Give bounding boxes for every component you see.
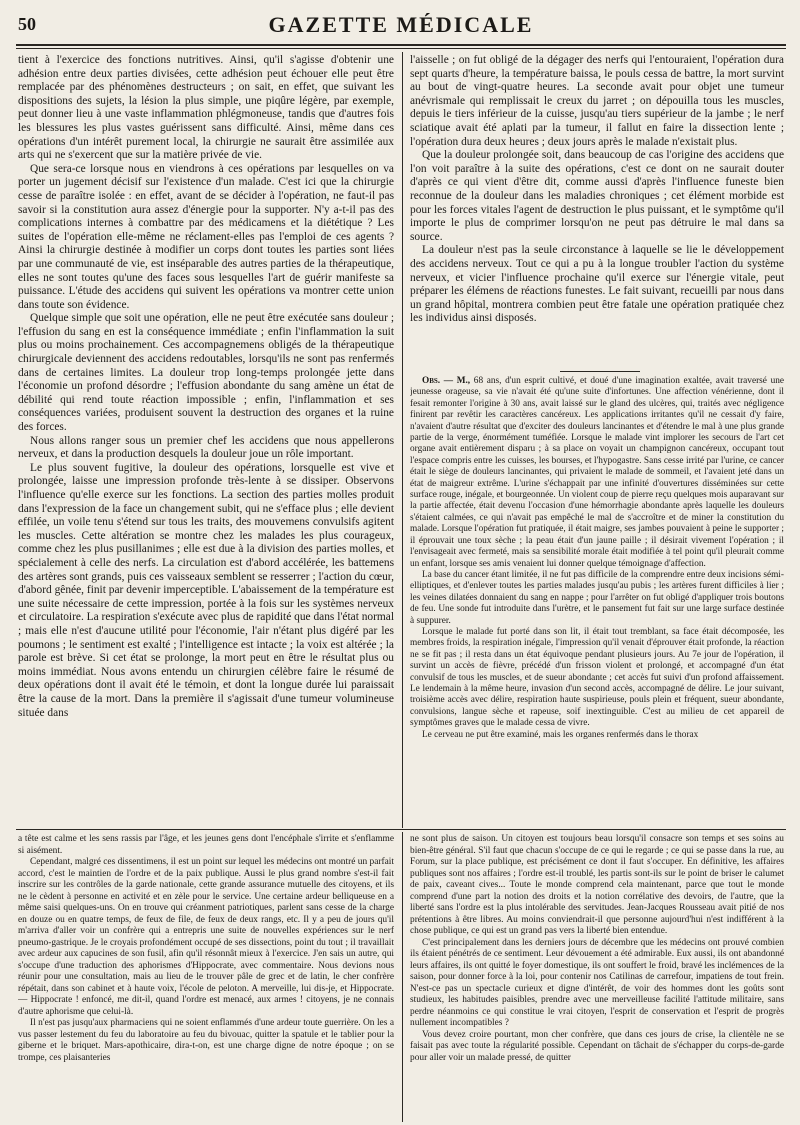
feuilleton-divider — [402, 832, 403, 1122]
observation-label: Obs. — M., — [422, 376, 471, 386]
paragraph: Que sera-ce lorsque nous en viendrons à ces opérations par lesquelles on va porter un jugement décisif sur l'existence d'un malade. C'est ici que la chirurgie cesse de paraître isolée : en effet, avant de se décider à l'opération, ne faut-il pas savoir si la constitution aura assez d'énergie pour la supporter. N'y a-t-il pas des complications internes à combattre par des médicamens et la diététique ? Les suites de l'opération elle-même ne réclament-elles pas l'emploi de ces agents ? Ainsi la chirurgie destinée à modifier un corps dont toutes les parties sont liées par une communauté de vie, est inséparable des autres parties de la thérapeutique, elles ne sont toutes qu'une des faces sous lesquelles l'art de guérir manifeste sa puissance. L'étude des accidens qui suivent les opérations va montrer cette union dans toute son évidence. — [18, 162, 394, 311]
paragraph: Nous allons ranger sous un premier chef les accidens que nous appellerons nerveux, et dans la production desquels la douleur joue un rôle important. — [18, 434, 394, 461]
header-rule — [16, 44, 786, 46]
section-separator — [560, 371, 640, 372]
column-divider — [402, 52, 403, 828]
observation-paragraph — [410, 376, 784, 570]
paragraph: Cependant, malgré ces dissentimens, il est un point sur lequel les médecins ont montré un parfait accord, c'est le maintien de l'ordre et de la paix publique. Aussi le plus grand nombre s'est-il fait inscrire sur les contrôles de la garde nationale, cette grande assurance mutuelle des citoyens, et ils ne le cèdent à personne en activité et en zèle pour le service. Une certaine ardeur belliqueuse en a même saisi quelques-uns. On en trouve qui créanment patriotiques, parlent sans cesse de la charge en douze ou en quatre temps, de feux de file, de feux de deux rangs, etc. Il y a peu de jours qu'il m'arriva d'aller voir un confrère qui a entrepris une suite de nouvelles expériences sur le nerf pneumo-gastrique. Je le croyais profondément occupé de ses dissections, point du tout ; il travaillait avec ardeur aux capucines de son fusil, afin qu'il résonnât mieux à l'exercice. J'en sais un autre, qui s'occupe d'une traduction des aphorismes d'Hippocrate, avec commentaire. Nous devions nous réunir pour une consultation, mais au lieu de le trouver pâle de grec et de latin, le cher confrère répétait, dans son cabinet et à haute voix, l'école de peloton. A merveille, lui dis-je, et Hippocrate. — Hippocrate ! enfoncé, me dit-il, quand l'ordre est menacé, aux armes ! citoyens, je ne connais d'autre aphorisme que celui-là. — [18, 857, 394, 1017]
page-number: 50 — [18, 14, 36, 34]
paragraph: Le cerveau ne put être examiné, mais les organes renfermés dans le thorax — [422, 729, 699, 740]
paragraph: Vous devez croire pourtant, mon cher confrère, que dans ces jours de crise, la clientèle ne se faisait pas avec toute la régularité possible. Cependant on tâchait de s'échapper du corps-de-garde pour aller voir un malade pressé, de quitter — [410, 1029, 784, 1063]
paragraph: Quelque simple que soit une opération, elle ne peut être exécutée sans douleur ; l'effusion du sang en est la conséquence immédiate ; enfin l'inflammation la suit plus ou moins prochainement. Ces accompagnemens obligés de la thérapeutique chirurgicale deviennent des accidens redoutables, lorsqu'ils ne sont pas renfermés dans de certaines limites. La douleur trop long-temps prolongée jette dans l'économie un profond désordre ; l'effusion abondante du sang amène un état de débilité qui rend toute réaction impossible ; enfin, l'inflammation et ses conséquences variées, produisent souvent la destruction des organes et la ruine des forces. — [18, 312, 394, 434]
observation-case — [410, 376, 784, 824]
paragraph: Le plus souvent fugitive, la douleur des opérations, lorsquelle est vive et prolongée, laisse une impression profonde très-lente à se dissiper. Observons l'influence qu'elle exerce sur les fonctions. La section des parties molles produit dans l'expression de la face un changement subit, qui ne s'efface plus ; elle devient effilée, un voile tenu s'étend sur tous les traits, des mouvemens convulsifs agitent les muscles. Cette altération se montre chez les malades les plus courageux, comme chez les plus pusillanimes ; elle est due à la division des parties molles, et spécialement à celle des nerfs. La circulation est d'abord accélérée, les battemens des artères sont grands, puis ces vaisseaux semblent se resserrer ; l'action du cœur, d'abord gênée, finit par devenir imperceptible. L'abaissement de la température est une suite nécessaire de cette impression, portée à la fois sur les systèmes nerveux et circulatoire. La respiration s'exécute avec plus de rapidité que dans l'état normal ; mais elle n'est d'aucune utilité pour l'économie, l'air n'étant plus digéré par les poumons ; le sentiment est exalté ; l'intelligence est intacte ; la voix est altérée ; la parole est brève. Si cet état se prolonge, la mort peut en être le résultat plus ou moins immédiat. Nous avons entendu un chirurgien célèbre faire le résumé de deux opérations dont il avait été le témoin, et dont la longue durée lui paraissait être la cause de la mort. Dans la première il s'agissait d'une tumeur volumineuse située dans — [18, 461, 394, 719]
paragraph: La douleur n'est pas la seule circonstance à laquelle se lie le développement des accidens nerveux. Tout ce qui a pu à la longue troubler l'action du système nerveux, et vicier l'influence prochaine qu'il exerce sur l'énergie vitale, peut préparer les élémens de réactions funestes. Le fait suivant, recueilli par nous dans un grand hôpital, montrera combien peut être fatale une opération pratiquée chez les individus ainsi disposés. — [410, 244, 784, 325]
paragraph: Il n'est pas jusqu'aux pharmaciens qui ne soient enflammés d'une ardeur toute guerrière. On les a vus passer lestement du feu du laboratoire au feu du bivouac, quitter la spatule et le tablier pour la giberne et le briquet. Mars-apothicaire, dira-t-on, est une charge digne de notre époque ; on se trompe, ces plaisanteries — [18, 1018, 394, 1063]
paragraph: ne sont plus de saison. Un citoyen est toujours beau lorsqu'il consacre son temps et ses soins au bien-être général. S'il faut que chacun s'occupe de ce qui le regarde ; ce qui se passe dans la rue, au Forum, sur la place publique, est précisément ce dont il faut s'occuper. En définitive, les affaires publiques sont nos affaires ; l'ordre est-il troublé, les partis sont-ils sur le point de briser le calumet de paix, caveant cives... Toute le monde comprend cela maintenant, parce que tout le monde comprend d'une part la notion des droits et la notion corrélative des devoirs, de l'autre, que la liberté sans l'ordre est la plus intolérable des servitudes. Jean-Jacques Rousseau avait pitié de nos prétentions à être libres. Au moins conviendrait-il que personne aujourd'hui n'est indifférent à la chose publique, ce qui est un grand pas vers la liberté bien entendue. — [410, 834, 784, 936]
masthead-title: GAZETTE MÉDICALE — [268, 12, 534, 37]
observation-text: 68 ans, d'un esprit cultivé, et doué d'une imagination exaltée, avait traversé une jeunesse orageuse, sa vie n'avait été qu'une suite d'infortunes. Une affection vénérienne, dont il fesait remonter l'origine à 30 ans, avait laissé sur le gland des ulcères, qui, traités avec négligence finirent par revêtir les caractères cancéreux. Les applications irritantes qu'il ne cessait d'y faire, n'avaient d'autre résultat que d'exciter des douleurs lancinantes et d'étendre le mal à une plus grande partie de la verge, énormément tuméfiée. Lorsque le malade vint implorer les secours de l'art cet organe avait entièrement disparu ; à sa place on voyait un champignon cancéreux, occupant tout l'espace compris entre les cuisses, les bourses, et l'hypogastre. Sans cesse irrité par l'urine, ce cancer était le siège de douleurs lancinantes, qui privaient le malade de sommeil, et l'avaient jeté dans un état de maigreur extrême. L'urine s'échappait par une infinité d'ouvertures disséminées sur cette surface rouge, inégale, et bourgeonnée. Un violent coup de pierre reçu quelques mois auparavant sur la partie affectée, était devenu l'occasion d'une hémorrhagie abondante après laquelle les douleurs s'étaient calmées, ce qui n'avait pas empêché le mal de s'accroître et de miner la constitution du malade. Lorsque l'opération fut pratiquée, il était maigre, ses jambes pouvaient à peine le supporter ; il éprouvait une toux sèche ; la peau était d'un jaune paille ; il désirait vivement l'opération ; il l'envisageait avec fermeté, mais sa sensibilité morale était modifiée à tel point qu'il pleurait comme un enfant, lorsque ses amis venaient lui donner quelque témoignage d'affection. — [410, 376, 784, 569]
paragraph: Lorsque le malade fut porté dans son lit, il était tout tremblant, sa face était décomposée, les membres froids, la respiration inégale, l'impression qu'il venait d'éprouver était profonde, la réaction ne se fit pas ; il resta dans un état équivoque pendant plusieurs jours. Au 7e jour de l'opération, il survint un accès de fièvre, précédé d'un frisson violent et prolongé, et accompagné d'un état convulsif de tous les muscles, et de sueur abondante ; cet accès fut suivi d'un profond affaissement. Le lendemain à la même heure, invasion d'un second accès, accompagné de délire. Le jour suivant, troisième accès avec délire, respiration haute suspirieuse, pouls plein et fréquent, sueur abondante, convulsions, langue sèche et rapeuse, soif inextinguible. C'est au milieu de cet appareil de symptômes graves que le malade cessa de vivre. — [410, 626, 784, 729]
page-header — [16, 10, 786, 42]
header-rule-thin — [16, 48, 786, 49]
feuilleton-left — [18, 834, 394, 1120]
feuilleton-rule — [16, 829, 786, 830]
paragraph: a tête est calme et les sens rassis par l'âge, et les jeunes gens dont l'encéphale s'irrite et s'enflamme si aisément. — [18, 834, 394, 856]
paragraph: tient à l'exercice des fonctions nutritives. Ainsi, qu'il s'agisse d'obtenir une adhésion entre deux parties divisées, cette adhésion peut échouer elle peut être remplacée par des phénomènes destructeurs ; on sait, en effet, que suivant les dispositions des sujets, la lésion la plus simple, une piqûre légère, par exemple, peut donner lieu à une vaste inflammation phlégmoneuse, tandis que d'autres fois les blessures les plus vastes guérissent sans difficulté. Ainsi, même dans ces opérations d'un intérêt purement local, la chirurgie ne saurait être assimilée aux arts qui ne s'exercent que sur la matière privée de vie. — [18, 54, 394, 162]
paragraph: C'est principalement dans les derniers jours de décembre que les médecins ont prouvé combien ils étaient pénétrés de ce sentiment. Leur dévouement a été admirable. Eux aussi, ils ont abandonné leurs affaires, ils ont quitté le foyer domestique, ils ont souffert le froid, bravé les inclémences de la saison, pour donner force à la loi, pour contenir nos Catilinas de carrefour, impatiens de tout frein. N'est-ce pas un spectacle curieux et digne d'intérêt, de voir des hommes dont les goûts sont studieux, les habitudes paisibles, prendre avec une merveilleuse facilité l'attitude militaire, sans perdre néanmoins ce qui constitue le vrai citoyen, l'esprit de conservation et l'esprit de progrès nullement incompatibles ? — [410, 937, 784, 1028]
right-column — [410, 54, 784, 372]
feuilleton-right — [410, 834, 784, 1120]
paragraph: La base du cancer étant limitée, il ne fut pas difficile de la comprendre entre deux incisions sémi-elliptiques, et d'enlever toutes les parties malades jusqu'au pubis ; les artères furent difficiles à lier ; les veines dilatées donnaient du sang en nappe ; pour l'arrêter on fut obligé d'appliquer trois boutons de feu. Une sonde fut introduite dans l'urètre, et le pansement fut fait sur une large surface destinée à suppurer. — [410, 569, 784, 626]
paragraph: Que la douleur prolongée soit, dans beaucoup de cas l'origine des accidens que l'on voit paraître à la suite des opérations, c'est ce dont on ne saurait douter d'après ce qui vient d'être dit, comme aussi d'après l'influence funeste bien reconnue de la douleur dans les maladies chroniques ; cet élément morbide est pour les forces vitales l'agent de destruction le plus puissant, et le symptôme qu'il importe le plus de comprimer lorsqu'on ne peut pas détruire le mal dans sa source. — [410, 149, 784, 243]
left-column — [18, 54, 394, 822]
paragraph: l'aisselle ; on fut obligé de la dégager des nerfs qui l'entouraient, l'opération dura sept quarts d'heure, la température baissa, le pouls cessa de battre, la mort survint au bout de vingt-quatre heures. La seconde avait pour objet une tumeur anévrismale qui remplissait le creux du jarret ; on dépouilla tous les muscles, depuis le tiers inférieur de la cuisse, jusqu'au tiers supérieur de la jambe ; le nerf sciatique avait été aplati par la tumeur, il fallut en faire la dissection lente ; l'opération dura deux heures ; deux jours après le malade n'existait plus. — [410, 54, 784, 148]
